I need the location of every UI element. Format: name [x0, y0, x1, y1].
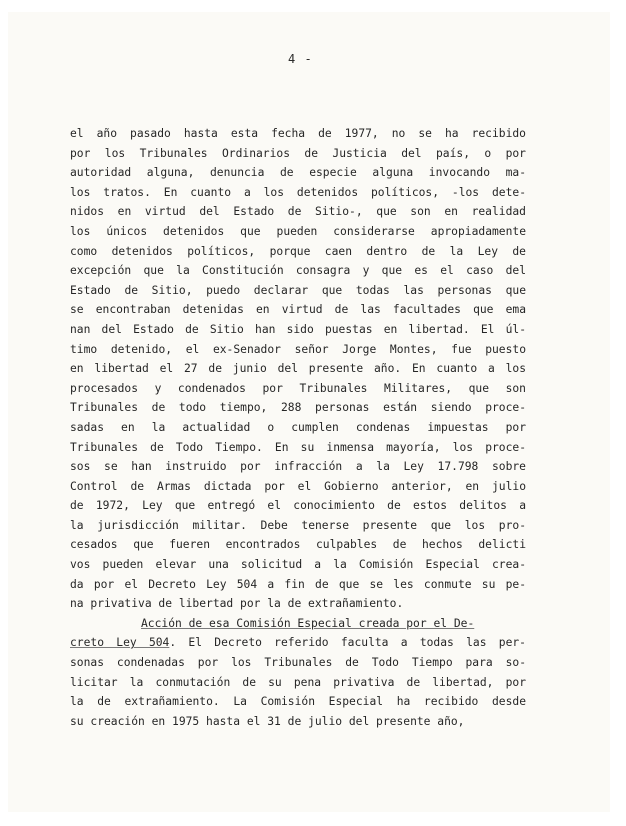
- text-line: na privativa de libertad por la de extrañamiento.: [70, 597, 404, 611]
- text-line: cesados que fueren encontrados culpables de hechos delicti: [70, 538, 526, 552]
- text-line: Tribunales de Todo Tiempo. En su inmensa mayoría, los proce-: [70, 440, 526, 454]
- text-line: la de extrañamiento. La Comisión Especial ha recibido desde: [70, 695, 526, 709]
- text-line: de 1972, Ley que entregó el conocimiento de estos delitos a: [70, 499, 526, 513]
- text-line: nidos en virtud del Estado de Sitio-, que son en realidad: [70, 205, 526, 219]
- text-line: procesados y condenados por Tribunales Militares, que son: [70, 381, 526, 395]
- text-line: por los Tribunales Ordinarios de Justicia del país, o por: [70, 146, 526, 160]
- text-line: sos se han instruido por infracción a la Ley 17.798 sobre: [70, 460, 526, 474]
- section-heading: [70, 614, 526, 634]
- heading-underlined: Acción de esa Comisión Especial creada por el De-: [141, 616, 475, 630]
- text-line: en libertad el 27 de junio del presente año. En cuanto a los: [70, 362, 526, 376]
- page-number: 4 -: [288, 52, 313, 66]
- text-line: excepción que la Constitución consagra y que es el caso del: [70, 264, 526, 278]
- text-line: Estado de Sitio, puedo declarar que todas las personas que: [70, 283, 526, 297]
- body-text: [70, 124, 526, 731]
- text-line: Control de Armas dictada por el Gobierno anterior, en julio: [70, 479, 526, 493]
- text-line: vos pueden elevar una solicitud a la Comisión Especial crea-: [70, 558, 526, 572]
- text-line: los únicos detenidos que pueden considerarse apropiadamente: [70, 224, 526, 238]
- text-line: licitar la conmutación de su pena privativa de libertad, por: [70, 675, 526, 689]
- text-line: nan del Estado de Sitio han sido puestas en libertad. El úl-: [70, 322, 526, 336]
- text-line: timo detenido, el ex-Senador señor Jorge Montes, fue puesto: [70, 342, 526, 356]
- heading-underlined-2: creto Ley 504: [70, 636, 170, 650]
- text-line: los tratos. En cuanto a los detenidos políticos, -los dete-: [70, 185, 526, 199]
- text-line: da por el Decreto Ley 504 a fin de que se les conmute su pe-: [70, 577, 526, 591]
- text-line: la jurisdicción militar. Debe tenerse presente que los pro-: [70, 518, 526, 532]
- text-line: como detenidos políticos, porque caen dentro de la Ley de: [70, 244, 526, 258]
- text-line: el año pasado hasta esta fecha de 1977, no se ha recibido: [70, 127, 526, 140]
- text-line: se encontraban detenidas en virtud de las facultades que ema: [70, 303, 526, 317]
- heading-continuation-line: [70, 633, 526, 653]
- heading-rest: . El Decreto referido faculta a todas las per-: [169, 636, 526, 650]
- text-line: sonas condenadas por los Tribunales de Todo Tiempo para so-: [70, 656, 526, 670]
- text-line: autoridad alguna, denuncia de especie alguna invocando ma-: [70, 166, 526, 180]
- text-line: Tribunales de todo tiempo, 288 personas están siendo proce-: [70, 401, 526, 415]
- text-line: su creación en 1975 hasta el 31 de julio del presente año,: [70, 714, 465, 728]
- text-line: sadas en la actualidad o cumplen condenas impuestas por: [70, 420, 526, 434]
